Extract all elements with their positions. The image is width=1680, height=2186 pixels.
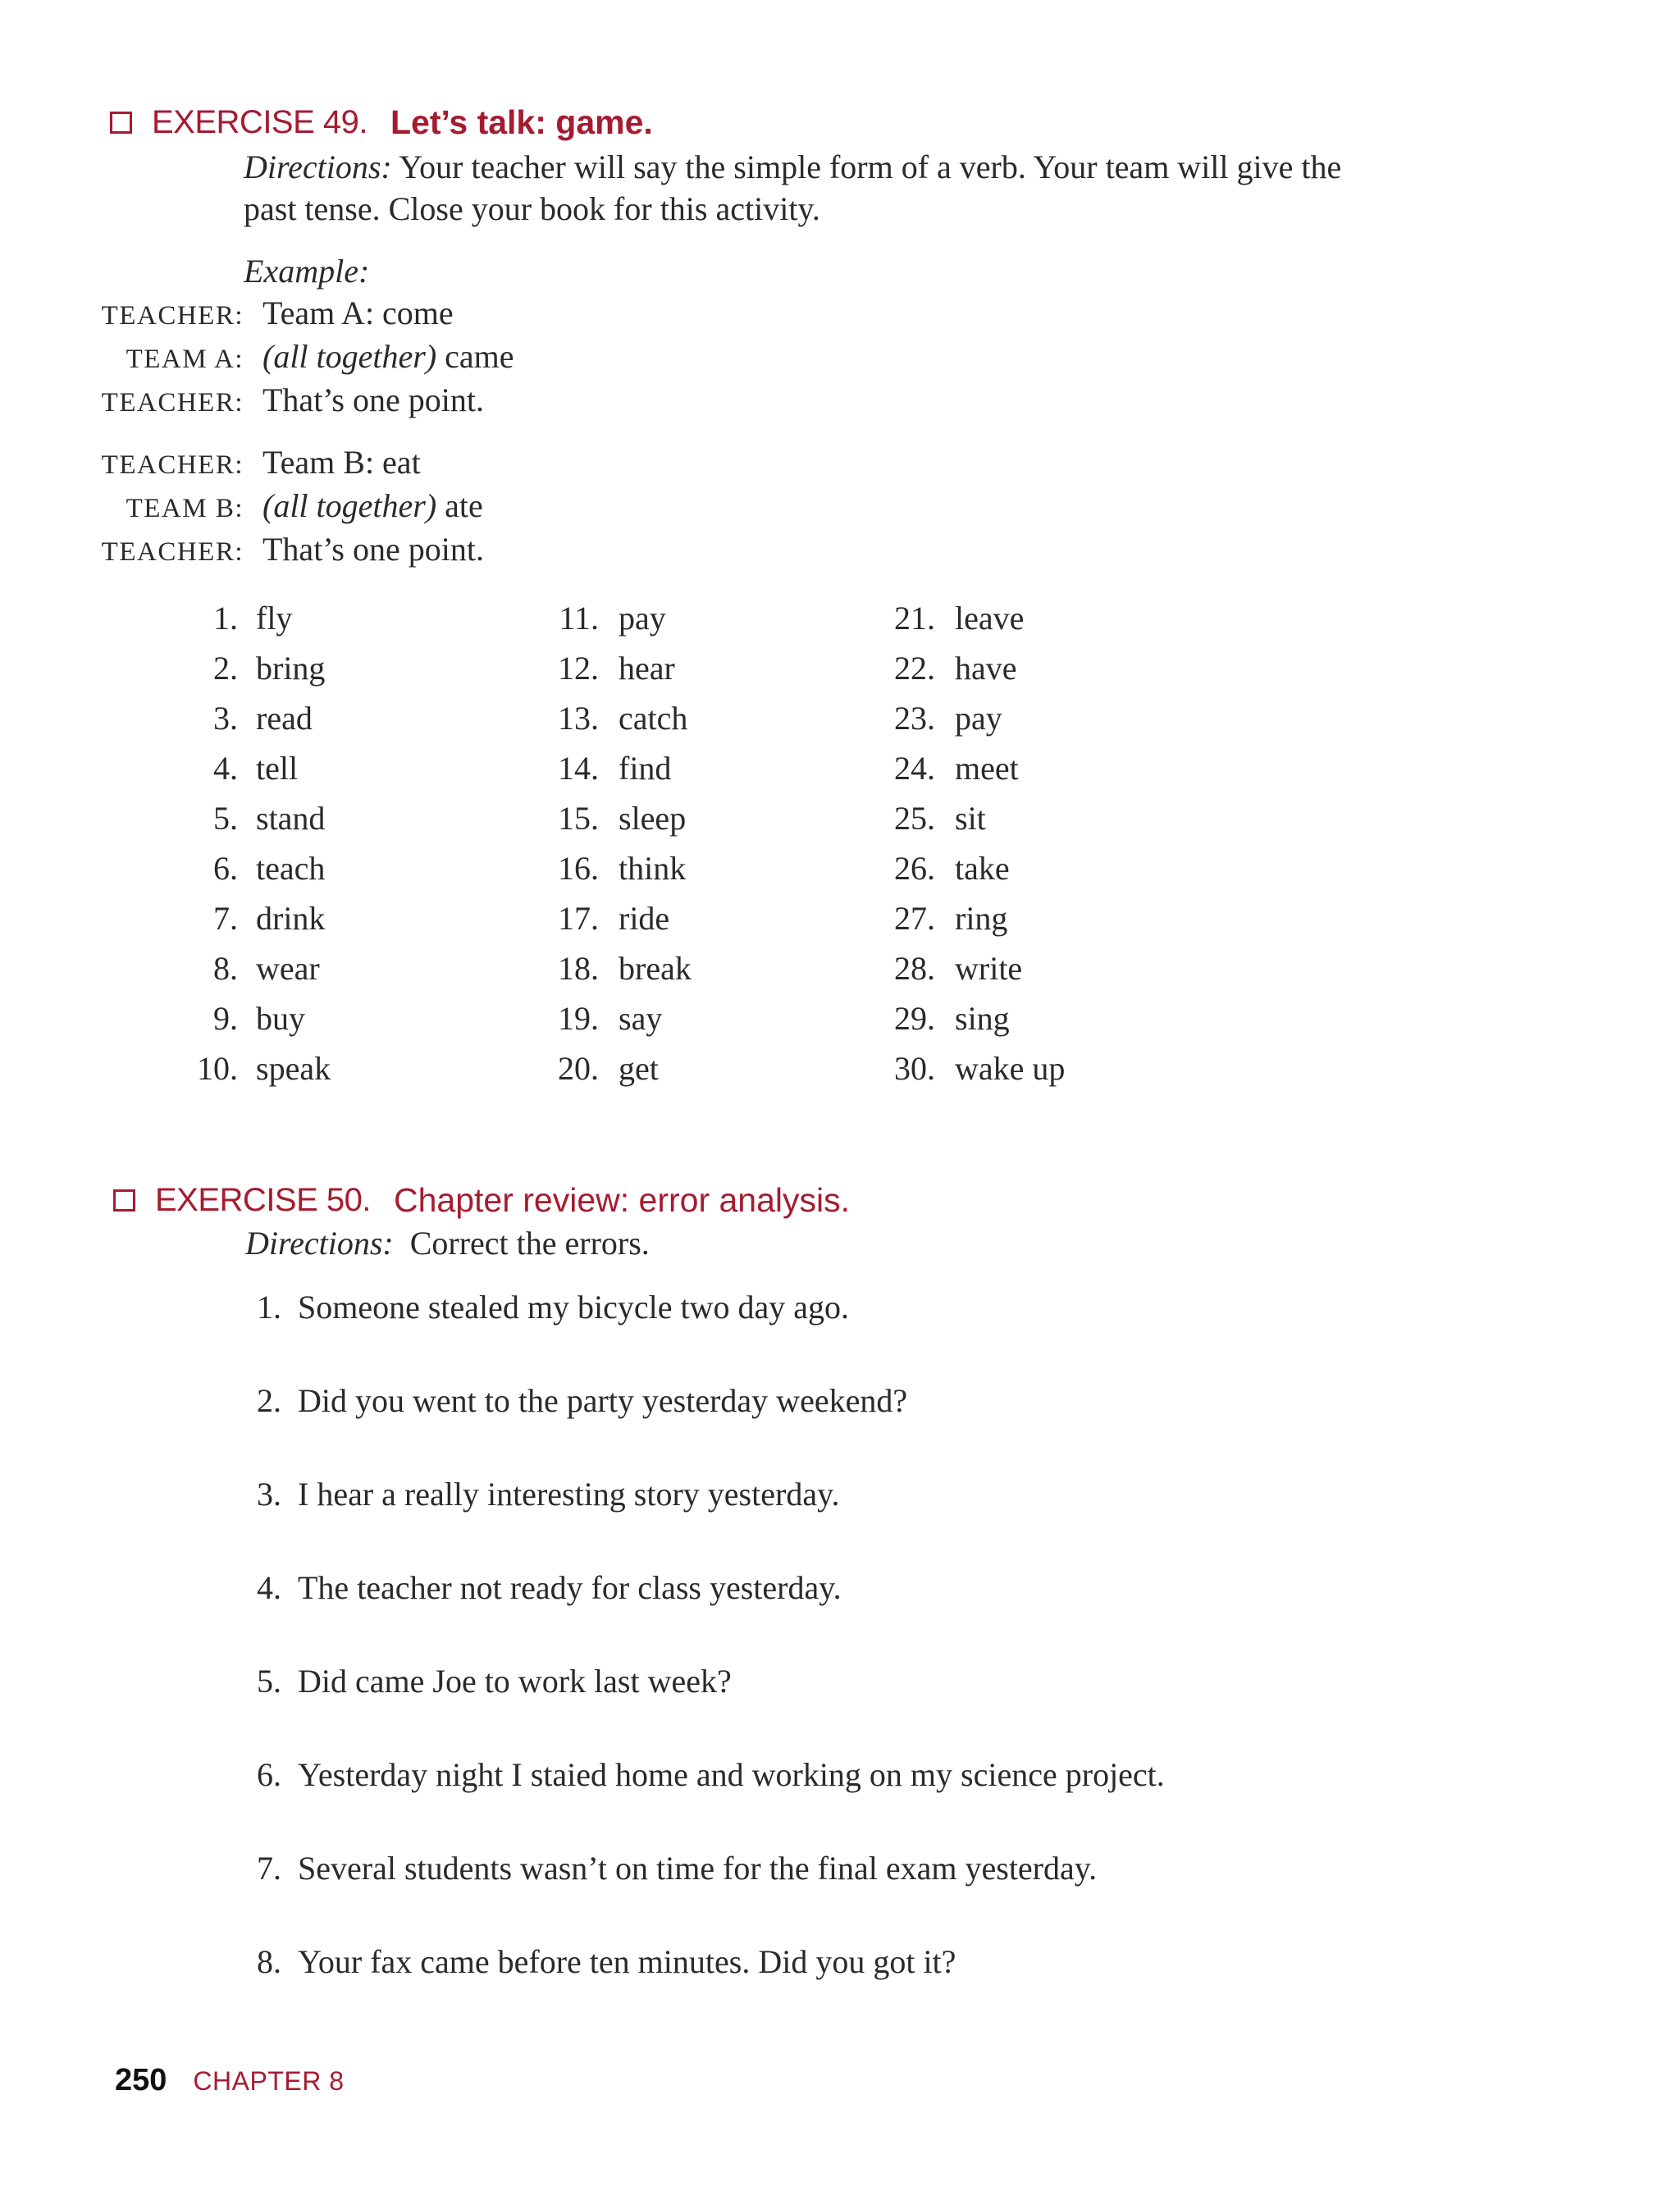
item-number: 5. [213,800,238,837]
item-number: 13. [558,700,599,737]
list-item [176,849,331,899]
list-item [533,999,692,1049]
list-item [176,599,331,649]
dialog-text: That’s one point. [262,531,484,568]
item-number: 12. [558,650,599,687]
item-number: 11. [559,600,599,637]
item-number: 8. [257,1943,281,1980]
list-item [533,599,692,649]
verb: fly [256,600,293,637]
verb: catch [619,700,688,737]
list-item [870,1049,1065,1099]
verb: write [955,950,1023,987]
list-item [870,749,1065,799]
item-number: 21. [894,600,935,637]
directions-label: Directions: [245,1225,394,1262]
verb-column-3 [870,599,1065,1099]
item-number: 5. [257,1663,281,1700]
item-number: 16. [558,850,599,887]
sentence: Yesterday night I staied home and working on my science project. [298,1756,1165,1793]
list-item [870,699,1065,749]
list-item [242,1755,1165,1794]
item-number: 25. [894,800,935,837]
list-item [533,1049,692,1099]
dialog-text: Team B: eat [262,444,421,481]
verb: meet [955,750,1019,787]
list-item [533,899,692,949]
verb: wear [256,950,320,987]
list-item [533,649,692,699]
dialog-text: Team A: come [262,294,454,331]
verb: ring [955,900,1008,937]
verb: bring [256,650,326,687]
directions-text: Your teacher will say the simple form of a verb. Your team will give the [399,148,1342,185]
list-item [533,749,692,799]
verb: find [619,750,672,787]
item-number: 8. [213,950,238,987]
exercise-checkbox[interactable] [110,112,132,134]
verb: say [619,1000,663,1037]
item-number: 2. [257,1382,281,1419]
item-number: 9. [213,1000,238,1037]
dialog-line [96,337,514,381]
dialog-line [96,530,484,573]
item-number: 28. [894,950,935,987]
sentence: I hear a really interesting story yesterday. [298,1476,840,1513]
item-number: 3. [257,1476,281,1513]
exercise-49-directions [244,146,1523,230]
verb: leave [955,600,1025,637]
dialog-line [96,486,484,530]
sentence: Several students wasn’t on time for the final exam yesterday. [298,1850,1098,1887]
item-number: 20. [558,1050,599,1087]
item-number: 26. [894,850,935,887]
verb: take [955,850,1010,887]
list-item [242,1381,907,1420]
example-dialog-2 [96,443,484,573]
item-number: 27. [894,900,935,937]
directions-text: past tense. Close your book for this activity. [244,190,820,227]
speaker: TEACHER: [101,388,244,418]
item-number: 1. [213,600,238,637]
list-item [176,749,331,799]
dialog-line [96,443,484,486]
item-number: 4. [257,1569,281,1606]
item-number: 14. [558,750,599,787]
verb: buy [256,1000,305,1037]
sentence: Your fax came before ten minutes. Did you got it? [298,1943,956,1980]
directions-label: Directions: [244,148,392,185]
speaker: TEACHER: [101,537,244,567]
dialog-line [96,381,514,424]
list-item [176,999,331,1049]
verb: pay [619,600,666,637]
speaker: TEAM A: [126,345,244,374]
list-item [176,899,331,949]
list-item [242,1288,849,1326]
list-item [870,949,1065,999]
sentence: Did came Joe to work last week? [298,1663,732,1700]
exercise-label: EXERCISE 49. [152,103,368,140]
verb: sleep [619,800,687,837]
example-dialog-1 [96,294,514,424]
list-item [242,1849,1097,1887]
item-number: 30. [894,1050,935,1087]
exercise-50-directions [245,1222,650,1264]
list-item [870,999,1065,1049]
dialog-text: That’s one point. [262,381,484,418]
list-item [242,1662,732,1700]
speaker: TEACHER: [101,301,244,331]
item-number: 17. [558,900,599,937]
list-item [533,849,692,899]
verb: sit [955,800,986,837]
verb-column-1 [176,599,331,1099]
verb: tell [256,750,299,787]
list-item [176,1049,331,1099]
verb: speak [256,1050,331,1087]
list-item [176,949,331,999]
exercise-49-heading [110,94,653,151]
list-item [533,949,692,999]
verb-column-2 [533,599,692,1099]
verb: get [619,1050,659,1087]
page-footer [115,2063,345,2098]
item-number: 6. [213,850,238,887]
speaker: TEACHER: [101,450,244,480]
stage-direction: (all together) [262,487,437,524]
list-item [533,799,692,849]
list-item [176,799,331,849]
verb: wake up [955,1050,1066,1087]
example-label: Example: [244,253,370,290]
list-item [242,1942,956,1981]
stage-direction: (all together) [262,338,437,375]
verb: hear [619,650,675,687]
list-item [870,799,1065,849]
exercise-50-heading [113,1171,850,1229]
item-number: 19. [558,1000,599,1037]
item-number: 6. [257,1756,281,1793]
sentence: Did you went to the party yesterday weekend? [298,1382,908,1419]
item-number: 22. [894,650,935,687]
item-number: 4. [213,750,238,787]
page-number: 250 [115,2063,167,2097]
list-item [870,599,1065,649]
dialog-text: came [436,338,514,375]
dialog-text: ate [436,487,483,524]
item-number: 29. [894,1000,935,1037]
verb: have [955,650,1017,687]
exercise-label: EXERCISE 50. [155,1181,372,1218]
exercise-title: Let’s talk: game. [390,103,653,141]
item-number: 15. [558,800,599,837]
list-item [870,899,1065,949]
verb: teach [256,850,326,887]
dialog-line [96,294,514,337]
verb: read [256,700,313,737]
sentence: The teacher not ready for class yesterday. [298,1569,842,1606]
verb: drink [256,900,326,937]
item-number: 2. [213,650,238,687]
list-item [242,1568,842,1607]
verb: stand [256,800,326,837]
list-item [176,699,331,749]
list-item [870,649,1065,699]
item-number: 1. [257,1289,281,1326]
item-number: 7. [213,900,238,937]
speaker: TEAM B: [126,494,244,523]
verb: break [619,950,692,987]
chapter-label: CHAPTER 8 [193,2066,345,2096]
verb: sing [955,1000,1010,1037]
list-item [533,699,692,749]
item-number: 10. [197,1050,238,1087]
exercise-checkbox[interactable] [113,1189,135,1212]
item-number: 7. [257,1850,281,1887]
list-item [870,849,1065,899]
verb: pay [955,700,1002,737]
verb: think [619,850,687,887]
list-item [176,649,331,699]
list-item [242,1475,839,1513]
sentence: Someone stealed my bicycle two day ago. [298,1289,850,1326]
item-number: 18. [558,950,599,987]
item-number: 24. [894,750,935,787]
verb: ride [619,900,670,937]
item-number: 3. [213,700,238,737]
item-number: 23. [894,700,935,737]
directions-text: Correct the errors. [409,1225,650,1262]
exercise-title: Chapter review: error analysis. [394,1180,850,1219]
